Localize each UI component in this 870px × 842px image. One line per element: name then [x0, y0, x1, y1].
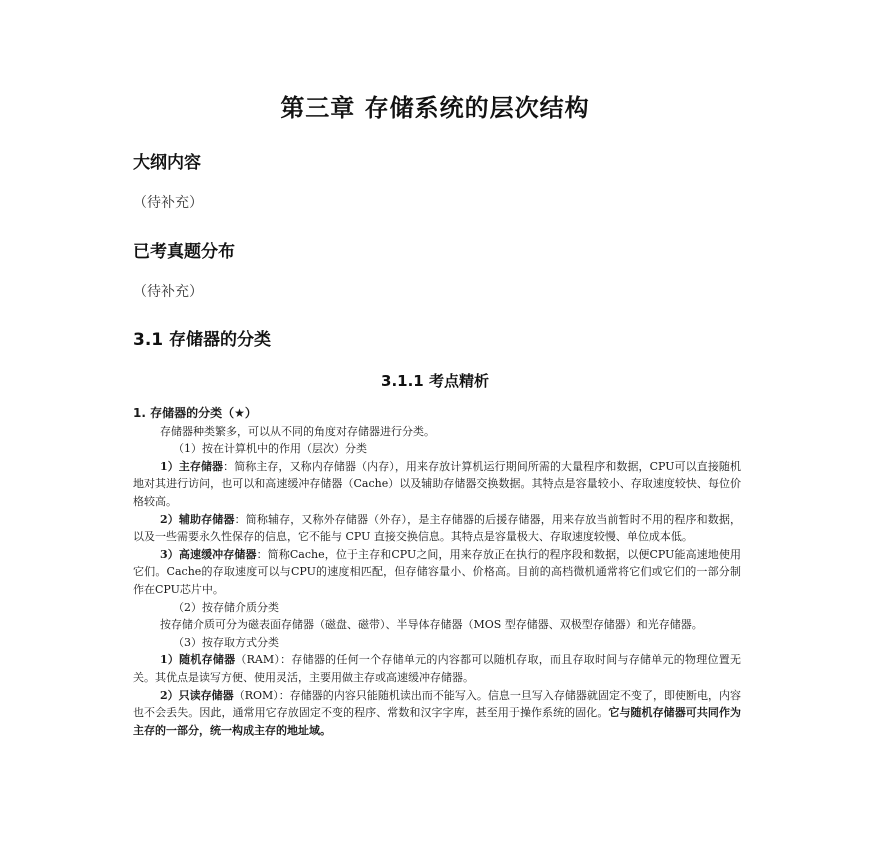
- outline-heading: 大纲内容: [133, 153, 201, 173]
- paragraph-ram: [133, 651, 741, 686]
- paragraph-aux-memory: [133, 511, 741, 546]
- label-rom: 2）只读存储器: [160, 688, 234, 702]
- text-rom: （ROM）：存储器的内容只能随机读出而不能写入。信息一旦写入存储器就固定不变了，即使断电，内容也不会丢失。因此，通常用它存放固定不变的程序、常数和汉字字库，甚至用于操作系统的固化。: [133, 688, 742, 720]
- paragraph-main-memory: [133, 458, 741, 511]
- label-main-memory: 1）主存储器: [160, 459, 224, 473]
- subsection-heading: 3.1.1 考点精析: [381, 372, 489, 390]
- category-2: （2）按存储介质分类: [173, 600, 279, 614]
- item-title-text: 1. 存储器的分类（★）: [133, 406, 257, 420]
- exam-placeholder: （待补充）: [133, 284, 203, 300]
- item-title: [133, 405, 741, 423]
- exam-heading: 已考真题分布: [133, 242, 235, 262]
- text-aux-memory: ：简称辅存，又称外存储器（外存），是主存储器的后援存储器，用来存放当前暂时不用的程序和数据，以及一些需要永久性保存的信息，它不能与 CPU 直接交换信息。其特点是容量极大、存取速度较慢、单位成本低。: [133, 512, 741, 544]
- chapter-title: 第三章 存储系统的层次结构: [280, 94, 590, 122]
- outline-placeholder: （待补充）: [133, 195, 203, 211]
- text-cache: ：简称Cache，位于主存和CPU之间，用来存放正在执行的程序段和数据，以便CPU能高速地使用它们。Cache的存取速度可以与CPU的速度相匹配，但存储容量小、价格高。目前的高档微机通常将它们或它们的一部分制作在CPU芯片中。: [133, 547, 741, 596]
- text-rom-bold: 它与随机存储器可共同作为主存的一部分，统一构成主存的地址域。: [133, 706, 742, 737]
- label-aux-memory: 2）辅助存储器: [160, 512, 235, 526]
- paragraph-cache: [133, 546, 741, 599]
- category-1: （1）按在计算机中的作用（层次）分类: [173, 442, 367, 456]
- label-ram: 1）随机存储器: [160, 653, 236, 667]
- body-text: [133, 405, 741, 739]
- text-main-memory: ：简称主存，又称内存储器（内存），用来存放计算机运行期间所需的大量程序和数据，CPU可以直接随机地对其进行访问，也可以和高速缓冲存储器（Cache）以及辅助存储器交换数据。其特点是容量较小、存取速度较快、每位价格较高。: [133, 459, 741, 508]
- text-ram: （RAM）：存储器的任何一个存储单元的内容都可以随机存取，而且存取时间与存储单元的物理位置无关。其优点是读写方便、使用灵活，主要用做主存或高速缓冲存储器。: [133, 653, 741, 684]
- section-heading: 3.1 存储器的分类: [133, 330, 272, 350]
- intro-paragraph: 存储器种类繁多，可以从不同的角度对存储器进行分类。: [160, 424, 435, 438]
- paragraph-rom: [133, 687, 741, 740]
- category-3: （3）按存取方式分类: [173, 635, 279, 649]
- paragraph-media: 按存储介质可分为磁表面存储器（磁盘、磁带）、半导体存储器（MOS 型存储器、双极型存储器）和光存储器。: [160, 618, 703, 632]
- label-cache: 3）高速缓冲存储器: [160, 547, 257, 561]
